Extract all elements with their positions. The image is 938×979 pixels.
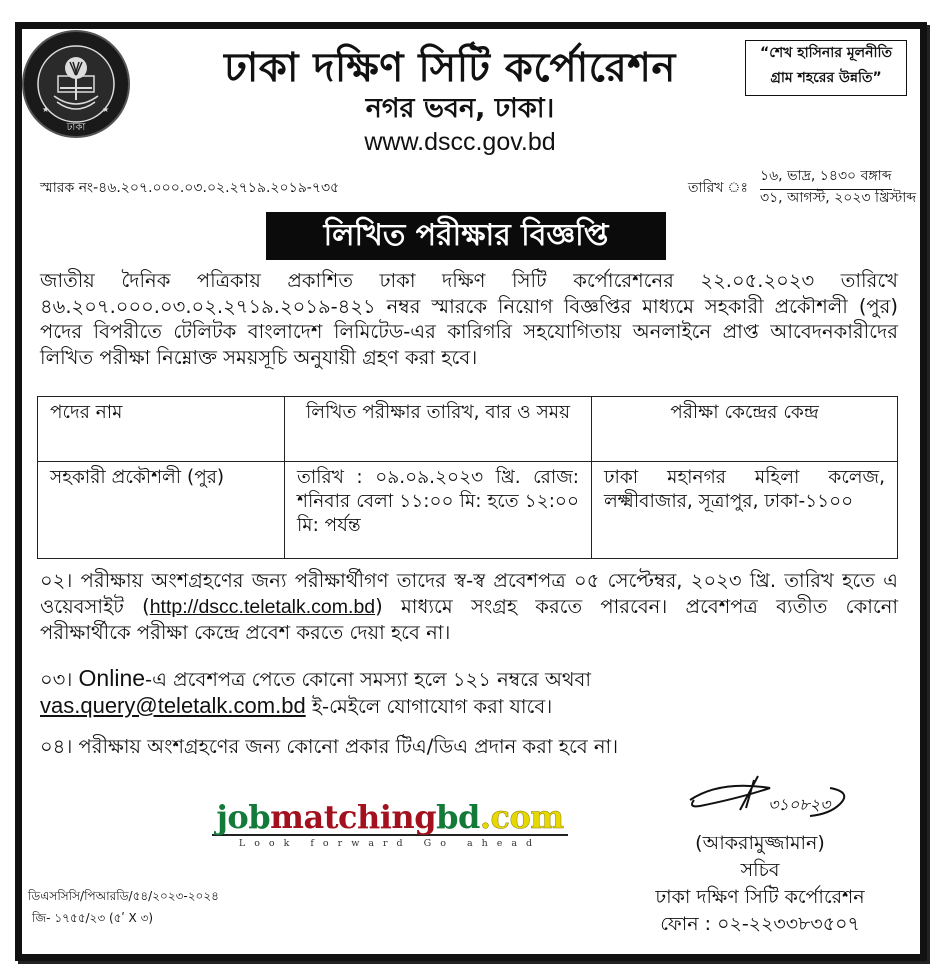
- signatory-name: (আকরামুজ্জামান): [695, 832, 825, 854]
- date-bangla: ১৬, ভাদ্র, ১৪৩০ বঙ্গাব্দ: [760, 164, 892, 190]
- motto-line-1: “শেখ হাসিনার মূলনীতি: [760, 45, 892, 61]
- watermark-tagline: Look forward Go ahead: [238, 838, 542, 849]
- organization-title: ঢাকা দক্ষিণ সিটি কর্পোরেশন: [224, 45, 676, 91]
- svg-text:★: ★: [102, 105, 110, 114]
- header-exam-venue: পরীক্ষা কেন্দ্রের কেন্দ্র: [592, 397, 898, 462]
- header-exam-datetime: লিখিত পরীক্ষার তারিখ, বার ও সময়: [285, 397, 592, 462]
- organization-website[interactable]: www.dscc.gov.bd: [364, 128, 556, 156]
- clause-03-online: Online: [78, 665, 146, 691]
- date-label: তারিখ ঃ: [688, 180, 748, 196]
- table-row: [38, 462, 898, 559]
- footer-ref-prd: ডিএসসিসি/পিআরডি/৫৪/২০২৩-২০২৪: [28, 889, 219, 903]
- header-post-name: পদের নাম: [38, 397, 285, 462]
- svg-text:৩১০৮২৩: ৩১০৮২৩: [768, 795, 831, 814]
- notice-intro-paragraph: জাতীয় দৈনিক পত্রিকায় প্রকাশিত ঢাকা দক্ষিণ সিটি কর্পোরেশনের ২২.০৫.২০২৩ তারিখে ৪৬.২০৭.০০০.০৩.০২.২৭১৯.২০১৯-৪২১ নম্বর স্মারকে নিয়োগ বিজ্ঞপ্তির মাধ্যমে সহকারী প্রকৌশলী (পুর) পদের বিপরীতে টেলিটক বাংলাদেশ লিমিটেড-এর কারিগরি সহযোগিতায় অনলাইনে প্রাপ্ত আবেদনকারীদের লিখিত পরীক্ষা নিম্নোক্ত সময়সূচি অনুযায়ী গ্রহণ করা হবে।: [40, 269, 898, 369]
- motto-box: [745, 40, 907, 96]
- watermark-logo: [200, 800, 580, 849]
- organization-address: নগর ভবন, ঢাকা।: [365, 93, 555, 124]
- watermark-wordmark: jobmatchingbd.com: [212, 800, 567, 836]
- clause-03-number: ০৩।: [40, 668, 73, 691]
- clause-03-text-b: ই-মেইলে যোগাযোগ করা যাবে।: [305, 694, 553, 718]
- dscc-emblem-icon: [22, 30, 130, 138]
- motto-line-2: গ্রাম শহরের উন্নতি”: [770, 70, 882, 86]
- signatory-block: [620, 830, 900, 938]
- exam-schedule-table: [37, 396, 898, 559]
- signature-icon: [680, 770, 860, 830]
- memo-reference: স্মারক নং-৪৬.২০৭.০০০.০৩.০২.২৭১৯.২০১৯-৭৩৫: [40, 180, 340, 196]
- svg-text:ঢাকা: ঢাকা: [66, 122, 86, 133]
- signatory-organization: ঢাকা দক্ষিণ সিটি কর্পোরেশন: [655, 886, 865, 908]
- clause-02-text-b: ) মাধ্যমে সংগ্রহ করতে পারবেন। প্রবেশপত্র ব্যতীত কোনো পরীক্ষার্থীকে পরীক্ষা কেন্দ্রে প্রবেশ করতে দেয়া হবে না।: [40, 594, 899, 644]
- support-email-link[interactable]: vas.query@teletalk.com.bd: [40, 692, 306, 718]
- cell-post: সহকারী প্রকৌশলী (পুর): [38, 462, 285, 559]
- cell-datetime: তারিখ : ০৯.০৯.২০২৩ খ্রি. রোজ: শনিবার বেলা ১১:০০ মি: হতে ১২:০০ মি: পর্যন্ত: [285, 462, 592, 559]
- clause-02: [40, 568, 898, 646]
- clause-02-text-a: ০২। পরীক্ষায় অংশগ্রহণের জন্য পরীক্ষার্থীগণ তাদের স্ব-স্ব প্রবেশপত্র ০৫ সেপ্টেম্বর, ২০২৩ খ্রি. তারিখ হতে এ ওয়েবসাইট (: [40, 569, 898, 618]
- date-english: ৩১, আগস্ট, ২০২৩ খ্রিস্টাব্দ: [760, 190, 917, 206]
- clause-04: ০৪। পরীক্ষায় অংশগ্রহণের জন্য কোনো প্রকার টিএ/ডিএ প্রদান করা হবে না।: [40, 735, 619, 758]
- table-header-row: [38, 397, 898, 462]
- cell-venue: ঢাকা মহানগর মহিলা কলেজ, লক্ষ্মীবাজার, সূত্রাপুর, ঢাকা-১১০০: [592, 462, 898, 559]
- signatory-phone: ফোন : ০২-২২৩৩৮৩৫০৭: [660, 913, 860, 935]
- signatory-designation: সচিব: [740, 859, 780, 881]
- clause-03-text-a: -এ প্রবেশপত্র পেতে কোনো সমস্যা হলে ১২১ নম্বরে অথবা: [145, 668, 591, 691]
- clause-03: [40, 666, 898, 719]
- emblem-graphic: [24, 32, 128, 136]
- footer-ref-ad-size: জি- ১৭৫৫/২৩ (৫ʹ X ৩): [32, 911, 154, 925]
- notice-title: লিখিত পরীক্ষার বিজ্ঞপ্তি: [266, 212, 666, 260]
- admit-card-link[interactable]: http://dscc.teletalk.com.bd: [149, 595, 376, 618]
- svg-text:★: ★: [42, 105, 50, 114]
